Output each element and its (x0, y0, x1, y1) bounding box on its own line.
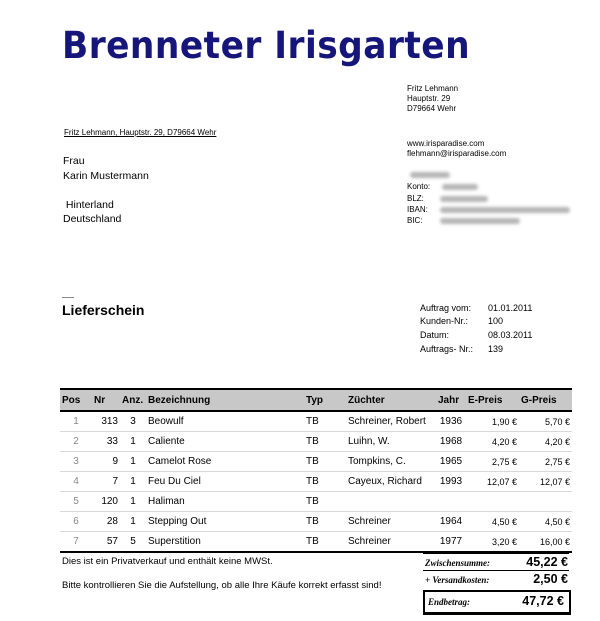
vat-note: Dies ist ein Privatverkauf und enthält keine MWSt. (62, 556, 273, 567)
redacted-bank-name (410, 172, 450, 178)
col-header-typ: Typ (304, 389, 346, 411)
shipping-value: 2,50 € (533, 572, 568, 586)
cell-epreis: 4,20 € (466, 432, 519, 452)
table-row (60, 512, 572, 532)
company-name: Brenneter Irisgarten (62, 24, 471, 67)
check-note: Bitte kontrollieren Sie die Aufstellung, ob alle Ihre Käufe korrekt erfasst sind! (62, 580, 382, 591)
table-row (60, 411, 572, 432)
col-header-nr: Nr (92, 389, 120, 411)
recipient-address (63, 154, 149, 227)
cell-zuechter: Schreiner, Robert (346, 411, 436, 432)
cell-anz: 1 (120, 432, 146, 452)
cell-epreis (466, 492, 519, 512)
recipient-city: Hinterland (63, 198, 114, 211)
recipient-name: Karin Mustermann (63, 169, 149, 182)
cell-pos: 5 (60, 492, 92, 512)
cell-jahr: 1936 (436, 411, 466, 432)
title-divider (62, 297, 74, 298)
bank-label-bic: BIC: (407, 216, 423, 225)
meta-value-order-no: 139 (488, 344, 504, 354)
items-table (60, 388, 572, 553)
cell-gpreis: 2,75 € (519, 452, 572, 472)
cell-nr: 7 (92, 472, 120, 492)
sender-website[interactable]: www.irisparadise.com (407, 139, 485, 148)
cell-name: Caliente (146, 432, 304, 452)
cell-pos: 3 (60, 452, 92, 472)
redacted-iban (440, 207, 570, 213)
meta-value-order-date: 01.01.2011 (488, 303, 533, 313)
cell-zuechter: Tompkins, C. (346, 452, 436, 472)
cell-epreis: 3,20 € (466, 532, 519, 553)
col-header-anz: Anz. (120, 389, 146, 411)
subtotal-value: 45,22 € (526, 555, 568, 569)
cell-anz: 1 (120, 452, 146, 472)
grand-total-value: 47,72 € (522, 594, 564, 608)
cell-jahr: 1993 (436, 472, 466, 492)
meta-label-customer-no: Kunden-Nr.: (420, 316, 469, 326)
cell-epreis: 1,90 € (466, 411, 519, 432)
sender-contact (407, 139, 506, 159)
cell-typ: TB (304, 492, 346, 512)
table-row (60, 452, 572, 472)
subtotal-label: Zwischensumme: (425, 558, 491, 568)
cell-gpreis: 4,20 € (519, 432, 572, 452)
cell-jahr: 1977 (436, 532, 466, 553)
cell-zuechter: Cayeux, Richard (346, 472, 436, 492)
cell-zuechter: Schreiner (346, 532, 436, 553)
cell-zuechter: Luihn, W. (346, 432, 436, 452)
table-header-row (60, 389, 572, 411)
cell-name: Haliman (146, 492, 304, 512)
cell-nr: 28 (92, 512, 120, 532)
grand-total-label: Endbetrag: (428, 597, 471, 607)
table-row (60, 532, 572, 553)
shipping-label: + Versandkosten: (425, 575, 490, 585)
cell-name: Beowulf (146, 411, 304, 432)
table-row (60, 492, 572, 512)
cell-zuechter: Schreiner (346, 512, 436, 532)
cell-typ: TB (304, 532, 346, 553)
redacted-blz (440, 196, 488, 202)
sender-city: D79664 Wehr (407, 104, 457, 113)
meta-value-date: 08.03.2011 (488, 330, 533, 340)
cell-epreis: 12,07 € (466, 472, 519, 492)
meta-label-order-date: Auftrag vom: (420, 303, 472, 313)
col-header-pos: Pos (60, 389, 92, 411)
cell-anz: 1 (120, 472, 146, 492)
return-address-line: Fritz Lehmann, Hauptstr. 29, D79664 Wehr (64, 128, 217, 137)
cell-anz: 3 (120, 411, 146, 432)
col-header-bezeichnung: Bezeichnung (146, 389, 304, 411)
cell-anz: 5 (120, 532, 146, 553)
cell-pos: 7 (60, 532, 92, 553)
cell-name: Stepping Out (146, 512, 304, 532)
cell-anz: 1 (120, 492, 146, 512)
cell-gpreis (519, 492, 572, 512)
meta-label-date: Datum: (420, 330, 450, 340)
cell-anz: 1 (120, 512, 146, 532)
cell-pos: 2 (60, 432, 92, 452)
cell-gpreis: 16,00 € (519, 532, 572, 553)
cell-pos: 6 (60, 512, 92, 532)
cell-nr: 120 (92, 492, 120, 512)
table-row (60, 432, 572, 452)
cell-nr: 33 (92, 432, 120, 452)
sender-name: Fritz Lehmann (407, 84, 459, 93)
document-title: Lieferschein (62, 302, 145, 318)
table-row (60, 472, 572, 492)
cell-jahr: 1968 (436, 432, 466, 452)
cell-jahr (436, 492, 466, 512)
cell-typ: TB (304, 411, 346, 432)
bank-label-iban: IBAN: (407, 205, 428, 214)
totals-divider-top (423, 553, 569, 554)
cell-name: Superstition (146, 532, 304, 553)
cell-epreis: 4,50 € (466, 512, 519, 532)
cell-pos: 1 (60, 411, 92, 432)
cell-name: Feu Du Ciel (146, 472, 304, 492)
meta-value-customer-no: 100 (488, 316, 504, 326)
table-body (60, 411, 572, 552)
cell-typ: TB (304, 432, 346, 452)
sender-block (407, 84, 458, 114)
cell-name: Camelot Rose (146, 452, 304, 472)
meta-label-order-no: Auftrags- Nr.: (420, 344, 474, 354)
cell-epreis: 2,75 € (466, 452, 519, 472)
recipient-country: Deutschland (63, 213, 122, 225)
cell-gpreis: 5,70 € (519, 411, 572, 432)
cell-nr: 313 (92, 411, 120, 432)
sender-street: Hauptstr. 29 (407, 94, 451, 103)
col-header-jahr: Jahr (436, 389, 466, 411)
bank-label-konto: Konto: (407, 182, 431, 191)
cell-gpreis: 4,50 € (519, 512, 572, 532)
totals-divider-mid (423, 570, 569, 571)
recipient-salutation: Frau (63, 155, 85, 167)
bank-label-blz: BLZ: (407, 194, 424, 203)
sender-email[interactable]: flehmann@irisparadise.com (407, 149, 507, 158)
cell-jahr: 1964 (436, 512, 466, 532)
cell-zuechter (346, 492, 436, 512)
cell-jahr: 1965 (436, 452, 466, 472)
recipient-blank-line (63, 183, 149, 198)
cell-nr: 9 (92, 452, 120, 472)
col-header-epreis: E-Preis (466, 389, 519, 411)
redacted-bic (440, 218, 520, 224)
redacted-konto (442, 184, 478, 190)
cell-typ: TB (304, 512, 346, 532)
cell-typ: TB (304, 452, 346, 472)
cell-nr: 57 (92, 532, 120, 553)
col-header-zuechter: Züchter (346, 389, 436, 411)
cell-gpreis: 12,07 € (519, 472, 572, 492)
cell-pos: 4 (60, 472, 92, 492)
cell-typ: TB (304, 472, 346, 492)
col-header-gpreis: G-Preis (519, 389, 572, 411)
